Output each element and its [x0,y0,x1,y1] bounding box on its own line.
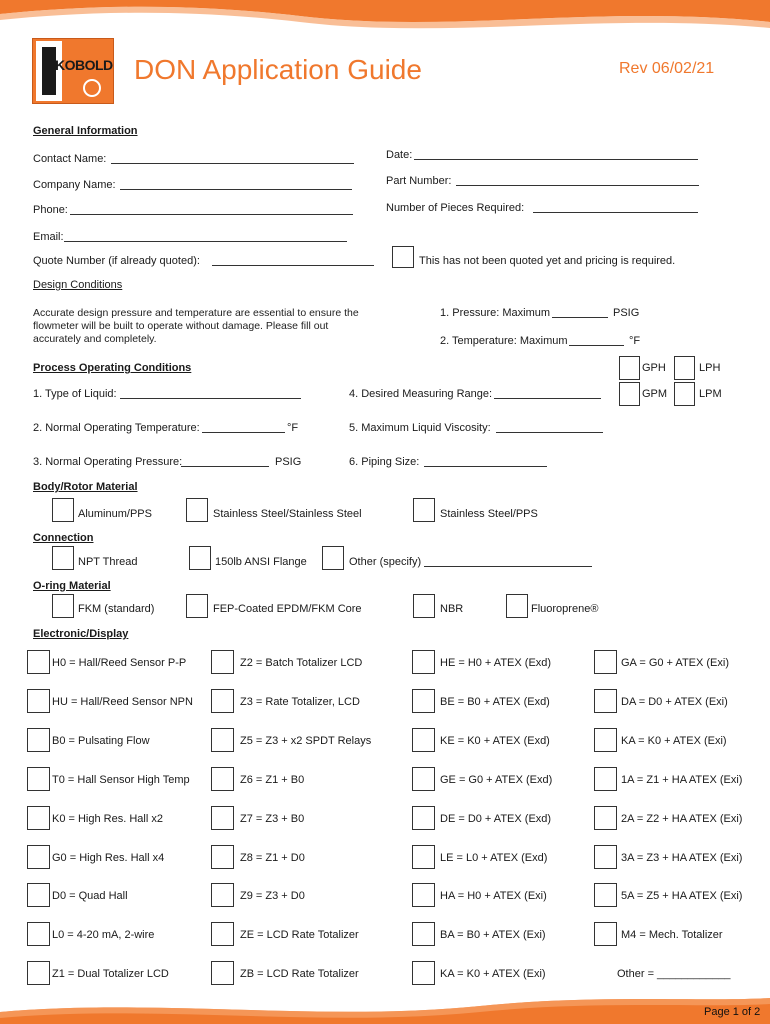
normal-temp-unit: °F [287,422,299,434]
electronic-option-checkbox[interactable] [27,728,50,752]
lpm-label: LPM [699,388,722,400]
electronic-option-label: BE = B0 + ATEX (Exd) [440,696,550,708]
electronic-option-label: ZE = LCD Rate Totalizer [240,929,359,941]
electronic-option-label: KA = K0 + ATEX (Exi) [621,735,727,747]
part-number-label: Part Number: [386,175,452,187]
logo-k-stem [42,47,56,95]
fkm-label: FKM (standard) [78,603,155,615]
normal-temp-field[interactable] [202,432,285,433]
electronic-option-checkbox[interactable] [211,650,234,674]
electronic-option-label: DE = D0 + ATEX (Exd) [440,813,552,825]
electronic-option-label: 5A = Z5 + HA ATEX (Exi) [621,890,743,902]
date-label: Date: [386,149,413,161]
measuring-range-label: 4. Desired Measuring Range: [349,388,493,400]
electronic-option-label: DA = D0 + ATEX (Exi) [621,696,728,708]
electronic-option-checkbox[interactable] [412,845,435,869]
page-title: DON Application Guide [134,54,422,85]
normal-temp-label: 2. Normal Operating Temperature: [33,422,200,434]
normal-pressure-unit: PSIG [275,456,302,468]
electronic-option-label: T0 = Hall Sensor High Temp [52,774,190,786]
electronic-option-checkbox[interactable] [27,806,50,830]
electronic-option-label: M4 = Mech. Totalizer [621,929,723,941]
ansi-flange-checkbox[interactable] [189,546,211,570]
gpm-checkbox[interactable] [619,382,640,406]
electronic-option-label: KE = K0 + ATEX (Exd) [440,735,550,747]
electronic-option-checkbox[interactable] [594,689,617,713]
not-quoted-label: This has not been quoted yet and pricing is required. [419,255,676,267]
electronic-option-label: KA = K0 + ATEX (Exi) [440,968,546,980]
electronic-option-checkbox[interactable] [211,961,234,985]
electronic-option-checkbox[interactable] [27,650,50,674]
electronic-option-label: G0 = High Res. Hall x4 [52,852,165,864]
quote-number-label: Quote Number (if already quoted): [33,255,200,267]
other-connection-field[interactable] [424,566,592,567]
logo-text: KOBOLD [55,57,113,73]
gph-checkbox[interactable] [619,356,640,380]
top-wave-decoration [0,0,770,40]
body-material-heading: Body/Rotor Material [33,481,138,493]
not-quoted-checkbox[interactable] [392,246,414,268]
electronic-option-label: Z3 = Rate Totalizer, LCD [240,696,360,708]
nbr-checkbox[interactable] [413,594,435,618]
electronic-option-checkbox[interactable] [27,961,50,985]
electronic-option-checkbox[interactable] [594,728,617,752]
liquid-type-field[interactable] [120,398,301,399]
electronic-option-label: Z7 = Z3 + B0 [240,813,305,825]
electronic-option-label: D0 = Quad Hall [52,890,128,902]
electronic-option-label: 2A = Z2 + HA ATEX (Exi) [621,813,743,825]
design-conditions-heading: Design Conditions [33,279,123,291]
fluoroprene-label: Fluoroprene® [531,603,599,615]
liquid-type-label: 1. Type of Liquid: [33,388,117,400]
aluminum-pps-checkbox[interactable] [52,498,74,522]
electronic-option-checkbox[interactable] [211,767,234,791]
electronic-option-checkbox[interactable] [27,689,50,713]
electronic-option-label: GA = G0 + ATEX (Exi) [621,657,730,669]
email-label: Email: [33,231,64,243]
electronic-option-checkbox[interactable] [412,883,435,907]
electronic-option-checkbox[interactable] [412,961,435,985]
electronic-option-checkbox[interactable] [27,922,50,946]
electronic-option-label: L0 = 4-20 mA, 2-wire [52,929,155,941]
electronic-option-label: BA = B0 + ATEX (Exi) [440,929,546,941]
electronic-option-checkbox[interactable] [27,767,50,791]
electronic-option-label: K0 = High Res. Hall x2 [52,813,163,825]
lpm-checkbox[interactable] [674,382,695,406]
electronic-option-checkbox[interactable] [594,883,617,907]
normal-pressure-label: 3. Normal Operating Pressure: [33,456,183,468]
phone-field[interactable] [70,214,353,215]
electronic-option-label: Z6 = Z1 + B0 [240,774,305,786]
oring-heading: O-ring Material [33,580,111,592]
npt-thread-label: NPT Thread [78,556,138,568]
electronic-option-checkbox[interactable] [412,922,435,946]
electronic-option-label: 3A = Z3 + HA ATEX (Exi) [621,852,743,864]
normal-pressure-field[interactable] [181,466,269,467]
npt-thread-checkbox[interactable] [52,546,74,570]
general-information-heading: General Information [33,125,138,137]
electronic-option-checkbox[interactable] [412,806,435,830]
electronic-option-checkbox[interactable] [412,689,435,713]
electronic-option-checkbox[interactable] [27,883,50,907]
electronic-option-label: GE = G0 + ATEX (Exd) [440,774,553,786]
electronic-option-label: H0 = Hall/Reed Sensor P-P [52,657,187,669]
kobold-logo [32,38,114,104]
ansi-flange-label: 150lb ANSI Flange [215,556,307,568]
fep-epdm-label: FEP-Coated EPDM/FKM Core [213,603,362,615]
pieces-label: Number of Pieces Required: [386,202,525,214]
email-field[interactable] [64,241,347,242]
design-description: Accurate design pressure and temperature are essential to ensure the flowmeter will be built to operate without damage. Please fill out accurately and completely. [33,307,359,345]
pressure-field[interactable] [552,317,608,318]
temperature-label: 2. Temperature: Maximum [440,335,568,347]
nbr-label: NBR [440,603,464,615]
revision-date: Rev 06/02/21 [619,60,715,77]
electronic-option-label: 1A = Z1 + HA ATEX (Exi) [621,774,743,786]
other-connection-checkbox[interactable] [322,546,344,570]
logo-circle-icon [83,79,101,97]
bottom-wave-decoration [0,992,770,1024]
electronic-option-checkbox[interactable] [594,922,617,946]
electronic-option-checkbox[interactable] [412,728,435,752]
temperature-field[interactable] [569,345,624,346]
electronic-display-heading: Electronic/Display [33,628,129,640]
electronic-option-checkbox[interactable] [412,650,435,674]
electronic-option-label: HE = H0 + ATEX (Exd) [440,657,552,669]
connection-heading: Connection [33,532,94,544]
electronic-option-label: Z8 = Z1 + D0 [240,852,305,864]
gph-label: GPH [642,362,666,374]
fluoroprene-checkbox[interactable] [506,594,528,618]
pieces-field[interactable] [533,212,698,213]
electronic-option-label: Z9 = Z3 + D0 [240,890,305,902]
electronic-option-checkbox[interactable] [412,767,435,791]
electronic-option-checkbox[interactable] [27,845,50,869]
contact-name-field[interactable] [111,163,354,164]
electronic-option-label: Z1 = Dual Totalizer LCD [52,968,169,980]
electronic-option-label: HA = H0 + ATEX (Exi) [440,890,547,902]
electronic-option-label: LE = L0 + ATEX (Exd) [440,852,548,864]
electronic-option-checkbox[interactable] [594,845,617,869]
electronic-option-label: HU = Hall/Reed Sensor NPN [52,696,193,708]
electronic-option-checkbox[interactable] [211,728,234,752]
other-connection-label: Other (specify) [349,556,422,568]
process-conditions-heading: Process Operating Conditions [33,362,192,374]
electronic-option-checkbox[interactable] [594,767,617,791]
electronic-option-checkbox[interactable] [211,883,234,907]
phone-label: Phone: [33,204,68,216]
electronic-option-checkbox[interactable] [211,806,234,830]
electronic-option-label: Other = ____________ [617,968,731,980]
measuring-range-field[interactable] [494,398,601,399]
electronic-option-label: B0 = Pulsating Flow [52,735,150,747]
company-name-field[interactable] [120,189,352,190]
fep-epdm-checkbox[interactable] [186,594,208,618]
electronic-option-checkbox[interactable] [211,689,234,713]
fkm-checkbox[interactable] [52,594,74,618]
ss-ss-label: Stainless Steel/Stainless Steel [213,508,362,520]
aluminum-pps-label: Aluminum/PPS [78,508,152,520]
pressure-label: 1. Pressure: Maximum [440,307,551,319]
part-number-field[interactable] [456,185,699,186]
ss-pps-label: Stainless Steel/PPS [440,508,538,520]
electronic-option-checkbox[interactable] [211,845,234,869]
contact-name-label: Contact Name: [33,153,107,165]
electronic-option-checkbox[interactable] [594,806,617,830]
ss-ss-checkbox[interactable] [186,498,208,522]
date-field[interactable] [414,159,698,160]
electronic-option-label: Z2 = Batch Totalizer LCD [240,657,363,669]
page-number: Page 1 of 2 [704,1006,761,1018]
electronic-option-checkbox[interactable] [594,650,617,674]
electronic-option-label: ZB = LCD Rate Totalizer [240,968,359,980]
piping-size-field[interactable] [424,466,547,467]
ss-pps-checkbox[interactable] [413,498,435,522]
lph-label: LPH [699,362,721,374]
piping-size-label: 6. Piping Size: [349,456,420,468]
electronic-option-label: Z5 = Z3 + x2 SPDT Relays [240,735,372,747]
temperature-unit: °F [629,335,641,347]
lph-checkbox[interactable] [674,356,695,380]
quote-number-field[interactable] [212,265,374,266]
gpm-label: GPM [642,388,668,400]
viscosity-field[interactable] [496,432,603,433]
viscosity-label: 5. Maximum Liquid Viscosity: [349,422,491,434]
electronic-option-checkbox[interactable] [211,922,234,946]
pressure-unit: PSIG [613,307,640,319]
company-name-label: Company Name: [33,179,116,191]
